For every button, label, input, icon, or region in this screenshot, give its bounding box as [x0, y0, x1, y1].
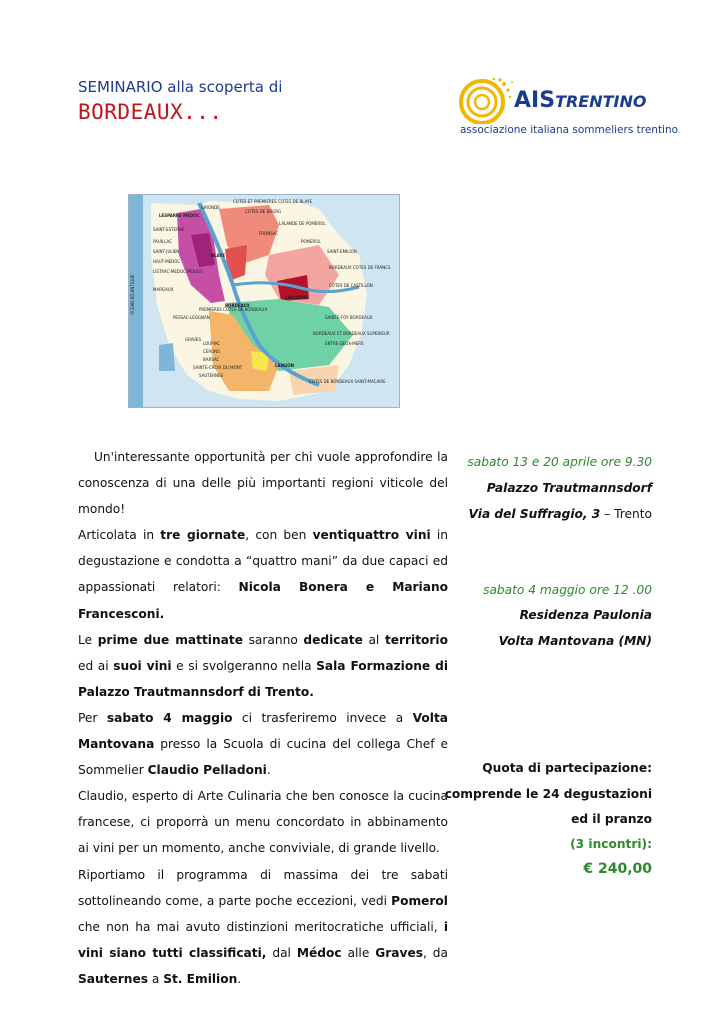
map-label-cotes-st-macaire: COTES DE BORDEAUX SAINT-MACAIRE	[309, 379, 386, 384]
page-title-line2: BORDEAUX...	[78, 100, 223, 124]
map-label-cotes-francs: BORDEAUX COTES DE FRANCS	[329, 265, 391, 270]
text-bold: Sauternes	[78, 971, 148, 986]
text-bold: ventiquattro vini	[312, 528, 431, 543]
map-graphic	[129, 195, 399, 407]
map-label-margaux: MARGAUX	[153, 287, 174, 292]
text: .	[266, 763, 271, 778]
text-bold: sabato 4 maggio	[106, 710, 233, 725]
text: che non ha mai avuto distinzioni meritocratiche ufficiali,	[78, 919, 444, 934]
map-label-entre-deux-mers: ENTRE-DEUX-MERS	[325, 341, 364, 346]
map-label-lesparre: LESPARRE MEDOC	[159, 213, 200, 218]
text: Le	[78, 632, 98, 647]
map-label-gironde: GIRONDE	[201, 205, 220, 210]
map-label-saint-emilion: SAINT-EMILION	[327, 249, 357, 254]
bordeaux-wine-map	[128, 194, 400, 408]
map-label-loupiac: LOUPIAC	[203, 341, 221, 346]
text: Claudio, esperto di Arte Culinaria che ben conosce la cucina francese, ci proporrà un menu concordato in abbinamento ai vini per un momento, anche conviviale, di grande livello.	[78, 789, 448, 856]
text: Per	[78, 710, 107, 725]
map-label-haut-medoc: HAUT-MEDOC	[153, 259, 181, 264]
map-label-saint-julien: SAINT-JULIEN	[153, 249, 180, 254]
text-bold: territorio	[384, 632, 448, 647]
intro-text: Un'interessante opportunità per chi vuole approfondire la conoscenza di una delle più importanti regioni viticole del mondo!	[78, 450, 448, 517]
map-label-blaye: BLAYE	[211, 253, 225, 258]
text-bold: i vini siano tutti classificati,	[78, 919, 448, 960]
text: al	[362, 632, 385, 647]
text-bold: prime due mattinate	[97, 632, 243, 647]
map-label-libourne: LIBOURNE	[285, 295, 308, 300]
logo-wordmark	[514, 88, 646, 113]
fee-sessions: (3 incontri):	[570, 837, 652, 851]
venue-name: Sala Formazione di Palazzo Trautmannsdorf di Trento.	[78, 658, 449, 699]
speakers-names: Nicola Bonera e Mariano Francesconi.	[78, 580, 449, 621]
map-label-cerons: CERONS	[203, 349, 220, 354]
text-bold: St. Emilion	[163, 971, 238, 986]
text-bold: Graves	[375, 945, 423, 960]
text: ed ai	[78, 658, 114, 673]
paragraph-intro	[78, 444, 448, 522]
map-label-barsac: BARSAC	[203, 357, 220, 362]
text: e si svolgeranno nella	[171, 658, 317, 673]
text: dal	[266, 945, 297, 960]
address-city: – Trento	[600, 507, 652, 521]
map-label-lalande: LALANDE DE POMEROL	[279, 221, 326, 226]
map-label-cotes-castillon: COTES DE CASTILLON	[329, 283, 373, 288]
sun-rings-icon	[456, 76, 516, 124]
chef-name: Claudio Pelladoni	[147, 763, 267, 778]
text-bold: tre giornate	[160, 528, 246, 543]
map-label-graves: GRAVES	[185, 337, 201, 342]
paragraph-mornings	[78, 627, 448, 705]
map-label-pessac: PESSAC-LEOGNAN	[173, 315, 210, 320]
description-text	[78, 444, 448, 992]
logo-trentino: TRENTINO	[555, 92, 647, 111]
text-bold: Pomerol	[391, 893, 448, 908]
map-label-sauternes: SAUTERNES	[199, 373, 224, 378]
address-second-session: Volta Mantovana (MN)	[498, 634, 652, 648]
paragraph-structure	[78, 522, 448, 626]
map-label-pauillac: PAUILLAC	[153, 239, 173, 244]
fee-title: Quota di partecipazione:	[482, 761, 652, 775]
logo-ais: AIS	[514, 88, 556, 113]
text-bold: suoi vini	[113, 658, 172, 673]
text: ci trasferiremo invece a	[232, 710, 413, 725]
map-label-fronsac: FRONSAC	[259, 231, 279, 236]
text: Riportiamo il programma di massima dei tre sabati sottolineando come, a parte poche eccezioni, vedi	[78, 867, 448, 908]
text: presso la Scuola di cucina del collega Chef e Sommelier	[78, 737, 448, 778]
text: , da	[422, 945, 448, 960]
text: Articolata in	[78, 528, 161, 543]
text: .	[237, 971, 242, 986]
text: in degustazione e condotta a “quattro mani” da due capaci ed appassionati relatori:	[78, 528, 448, 595]
date-second-session: sabato 4 maggio ore 12 .00	[483, 583, 652, 597]
paragraph-chef	[78, 783, 448, 861]
map-label-listrac: LISTRAC-MEDOC MOULIS	[153, 269, 203, 274]
fee-description-line1: comprende le 24 degustazioni	[444, 787, 652, 801]
map-label-premieres-cotes: PREMIERES COTES DE BORDEAUX	[199, 307, 268, 312]
address-street: Via del Suffragio, 3	[468, 507, 601, 521]
map-label-saint-estephe: SAINT-ESTEPHE	[153, 227, 185, 232]
text-bold: dedicate	[303, 632, 363, 647]
text: saranno	[242, 632, 304, 647]
address-first-session	[469, 507, 652, 521]
venue-first-session: Palazzo Trautmannsdorf	[486, 481, 652, 495]
fee-price: € 240,00	[583, 861, 652, 877]
paragraph-volta	[78, 705, 448, 783]
map-label-cotes-blaye: COTES ET PREMIERES COTES DE BLAYE	[233, 199, 313, 204]
text: alle	[341, 945, 376, 960]
map-label-sainte-foy: SAINTE-FOY BORDEAUX	[325, 315, 373, 320]
page-title-line1: SEMINARIO alla scoperta di	[78, 78, 283, 96]
map-label-sainte-croix: SAINTE-CROIX DU MONT	[193, 365, 243, 370]
map-label-bordeaux: BORDEAUX	[225, 303, 250, 308]
text-bold: Médoc	[296, 945, 342, 960]
map-label-langon: LANGON	[275, 363, 295, 368]
text: a	[147, 971, 164, 986]
ais-trentino-logo	[456, 76, 679, 138]
map-label-ocean: OCEAN ATLANTIQUE	[130, 274, 135, 315]
text: , con ben	[245, 528, 313, 543]
map-label-cotes-bourg: COTES DE BOURG	[245, 209, 282, 214]
fee-description-line2: ed il pranzo	[571, 812, 652, 826]
text-bold: Volta Mantovana	[78, 710, 448, 752]
map-label-bordeaux-superieur: BORDEAUX ET BORDEAUX SUPERIEUR	[313, 331, 390, 336]
logo-subtitle: associazione italiana sommeliers trentino	[460, 124, 679, 136]
date-first-session: sabato 13 e 20 aprile ore 9.30	[467, 455, 652, 469]
map-label-pomerol: POMEROL	[301, 239, 321, 244]
venue-second-session: Residenza Paulonia	[519, 608, 652, 622]
paragraph-program	[78, 862, 448, 992]
